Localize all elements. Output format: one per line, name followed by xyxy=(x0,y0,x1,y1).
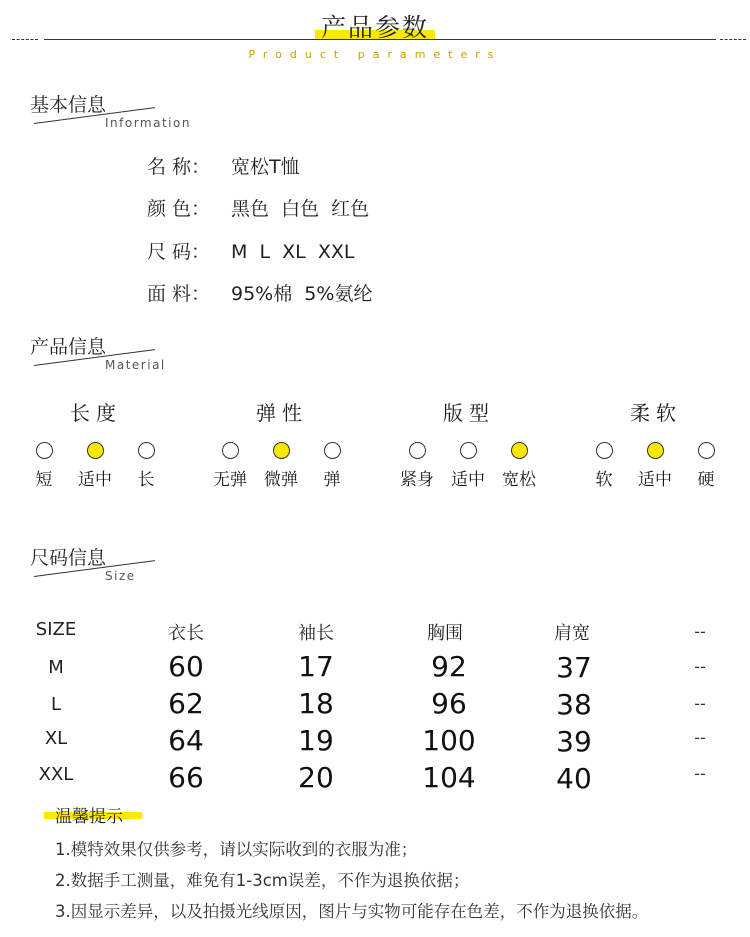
material-category-length: 长度 xyxy=(70,401,122,425)
size-info-title: 尺码信息 xyxy=(30,547,107,569)
table-header-shoulder: 肩宽 xyxy=(554,623,590,644)
option-label: 适中 xyxy=(451,470,485,490)
material-category-fit: 版型 xyxy=(443,401,495,425)
option-label: 短 xyxy=(35,470,53,490)
table-cell-size: XXL xyxy=(38,764,74,785)
table-cell: 17 xyxy=(298,650,334,683)
table-cell: 66 xyxy=(168,761,204,794)
table-cell: 96 xyxy=(431,687,467,720)
basic-info-subtitle: Information xyxy=(105,116,191,130)
option-label: 无弹 xyxy=(213,470,247,490)
radio-circle xyxy=(460,442,477,459)
table-cell: 38 xyxy=(556,688,592,721)
material-category-elasticity: 弹性 xyxy=(256,401,308,425)
table-cell: 20 xyxy=(298,761,334,794)
table-header-size: SIZE xyxy=(35,619,77,640)
option-label: 硬 xyxy=(697,470,715,490)
table-cell: -- xyxy=(694,657,706,676)
info-value: 黑色 白色 红色 xyxy=(231,198,370,220)
radio-circle-selected xyxy=(273,442,290,459)
table-cell: -- xyxy=(694,694,706,713)
table-cell-size: L xyxy=(50,694,62,715)
info-label: 颜 色： xyxy=(147,198,211,220)
table-cell: 92 xyxy=(431,650,467,683)
tip-item: 1.模特效果仅供参考，请以实际收到的衣服为准； xyxy=(55,840,418,859)
table-cell: 104 xyxy=(422,761,476,794)
radio-circle xyxy=(36,442,53,459)
basic-info-title: 基本信息 xyxy=(30,94,107,116)
option-label: 宽松 xyxy=(502,470,536,490)
material-title: 产品信息 xyxy=(30,336,107,358)
table-header-extra: -- xyxy=(694,622,706,641)
tips-title: 温馨提示 xyxy=(55,807,123,827)
table-cell-size: XL xyxy=(44,728,68,749)
page-title: 产品参数 xyxy=(320,13,429,42)
table-cell: 19 xyxy=(298,724,334,757)
size-info-subtitle: Size xyxy=(105,569,136,583)
table-cell: 39 xyxy=(556,725,592,758)
radio-circle-selected xyxy=(87,442,104,459)
option-label: 适中 xyxy=(638,470,672,490)
option-stretch[interactable] xyxy=(302,442,362,490)
option-label: 适中 xyxy=(78,470,112,490)
table-cell: -- xyxy=(694,728,706,747)
option-hard[interactable] xyxy=(676,442,736,490)
option-loose[interactable] xyxy=(489,442,549,490)
table-cell: -- xyxy=(694,764,706,783)
table-cell: 60 xyxy=(168,650,204,683)
table-cell: 62 xyxy=(168,687,204,720)
radio-circle xyxy=(324,442,341,459)
option-label: 软 xyxy=(595,470,613,490)
radio-circle xyxy=(222,442,239,459)
info-value: 宽松T恤 xyxy=(231,156,300,178)
table-header-length: 衣长 xyxy=(168,623,204,644)
table-header-sleeve: 袖长 xyxy=(298,623,334,644)
table-cell: 37 xyxy=(556,651,592,684)
radio-circle xyxy=(698,442,715,459)
table-cell: 64 xyxy=(168,724,204,757)
option-label: 长 xyxy=(137,470,155,490)
table-cell: 100 xyxy=(422,724,476,757)
info-label: 面 料： xyxy=(147,283,211,305)
info-row-size xyxy=(147,237,354,264)
table-cell-size: M xyxy=(48,657,64,678)
tip-item: 3.因显示差异，以及拍摄光线原因，图片与实物可能存在色差，不作为退换依据。 xyxy=(55,902,649,921)
option-label: 弹 xyxy=(323,470,341,490)
radio-circle-selected xyxy=(511,442,528,459)
option-label: 微弹 xyxy=(264,470,298,490)
info-label: 尺 码： xyxy=(147,241,211,263)
table-cell: 18 xyxy=(298,687,334,720)
info-row-fabric xyxy=(147,279,372,306)
info-value: 95%棉 5%氨纶 xyxy=(231,283,373,305)
radio-circle-selected xyxy=(647,442,664,459)
option-label: 紧身 xyxy=(400,470,434,490)
page-subtitle: Product parameters xyxy=(248,48,502,61)
table-header-chest: 胸围 xyxy=(427,623,463,644)
option-long[interactable] xyxy=(116,442,176,490)
tip-item: 2.数据手工测量，难免有1-3cm误差，不作为退换依据； xyxy=(55,871,470,890)
material-category-softness: 柔软 xyxy=(630,401,682,425)
material-subtitle: Material xyxy=(105,358,166,372)
info-label: 名 称： xyxy=(147,156,211,178)
radio-circle xyxy=(138,442,155,459)
info-row-color xyxy=(147,194,369,221)
info-value: M L XL XXL xyxy=(231,241,355,263)
radio-circle xyxy=(596,442,613,459)
table-cell: 40 xyxy=(556,762,592,795)
radio-circle xyxy=(409,442,426,459)
info-row-name xyxy=(147,152,300,179)
